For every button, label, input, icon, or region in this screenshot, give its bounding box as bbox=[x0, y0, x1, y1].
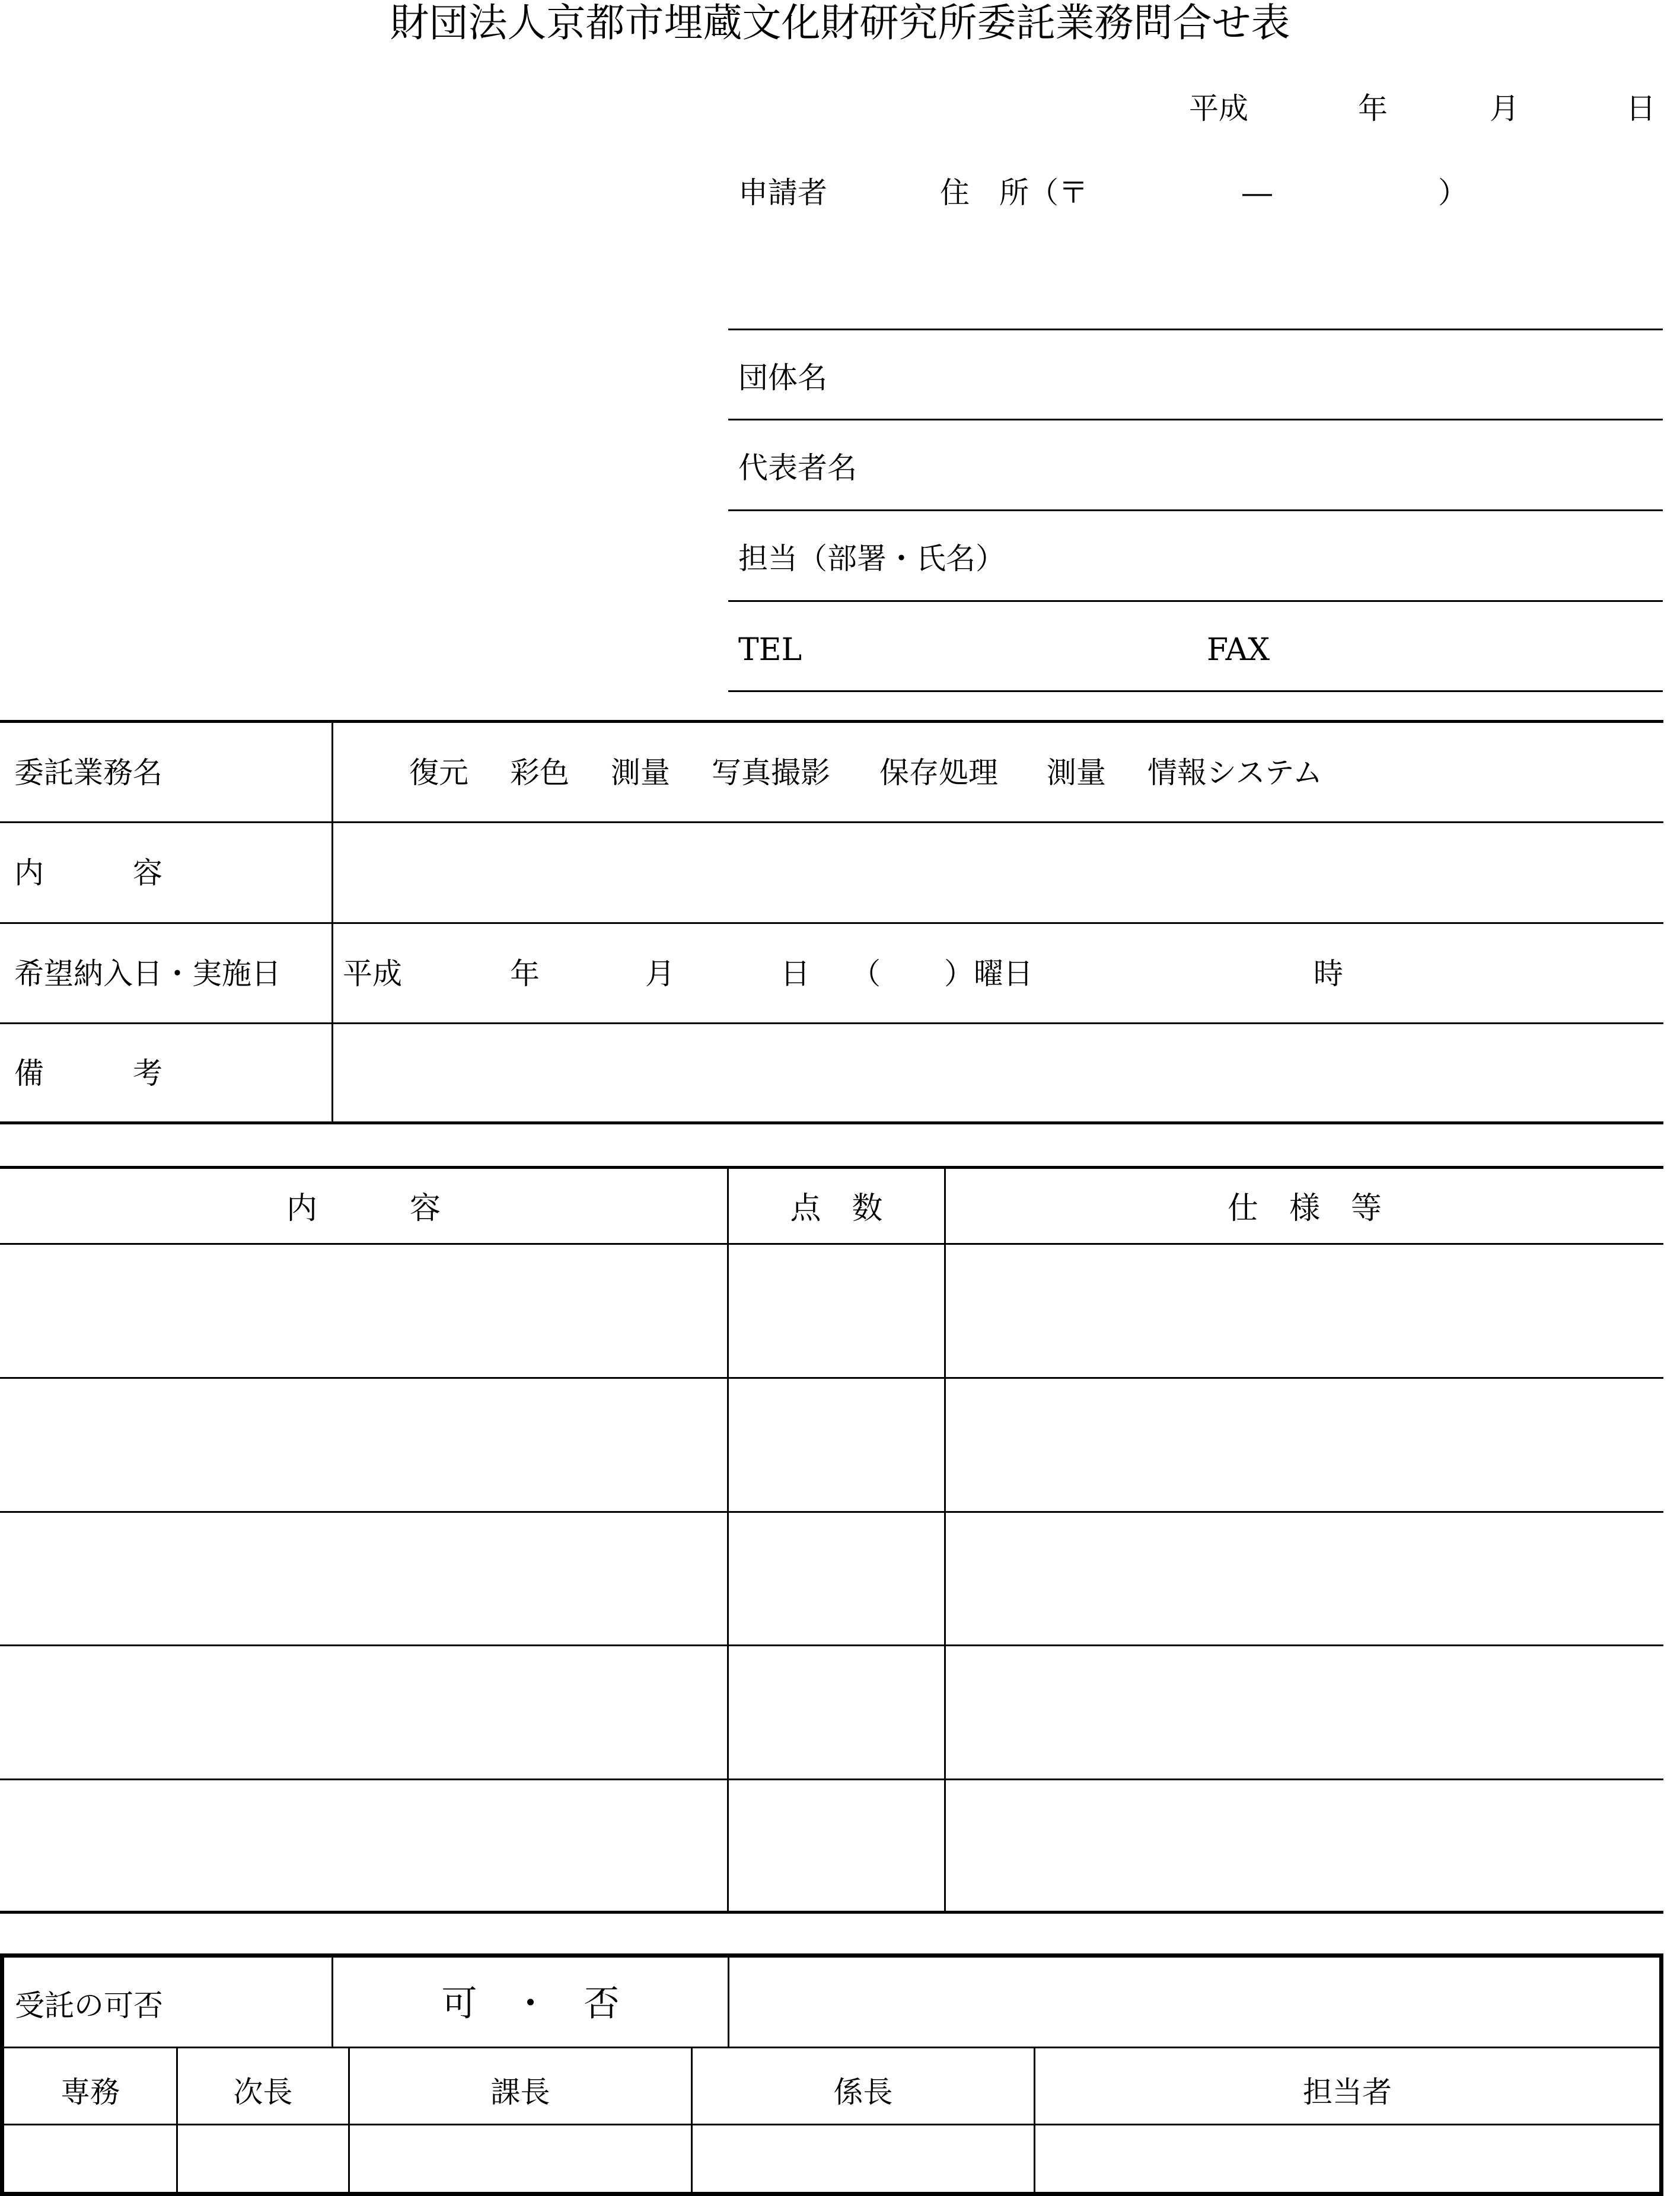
task-option-survey: 測量 bbox=[611, 756, 670, 790]
approval-box bbox=[0, 1953, 1663, 2196]
delivery-paren-open: （ bbox=[851, 957, 881, 991]
role-divider-4 bbox=[1034, 2048, 1035, 2192]
date-year: 年 bbox=[1358, 91, 1388, 126]
items-header-spec: 仕 様 等 bbox=[1227, 1191, 1382, 1226]
org-label: 団体名 bbox=[738, 361, 827, 395]
task-option-restoration: 復元 bbox=[409, 756, 468, 790]
fax-label: FAX bbox=[1207, 632, 1270, 668]
role-staff-in-charge: 担当者 bbox=[1303, 2075, 1392, 2109]
items-row-rule bbox=[0, 1377, 1663, 1379]
role-divider-2 bbox=[348, 2048, 350, 2192]
applicant-rule-3 bbox=[728, 509, 1663, 511]
delivery-month: 月 bbox=[645, 957, 675, 991]
items-row-rule bbox=[0, 1511, 1663, 1513]
remarks-label: 備 考 bbox=[14, 1056, 162, 1091]
accept-value: 可 ・ 否 bbox=[441, 1983, 620, 2025]
task-label: 委託業務名 bbox=[14, 756, 162, 790]
items-bottom-rule bbox=[0, 1911, 1663, 1914]
request-rule-1 bbox=[0, 821, 1663, 823]
content-label: 内 容 bbox=[14, 856, 162, 890]
rep-label: 代表者名 bbox=[738, 451, 857, 485]
applicant-rule-2 bbox=[728, 419, 1663, 420]
delivery-day: 日 bbox=[780, 957, 810, 991]
request-rule-3 bbox=[0, 1022, 1663, 1024]
delivery-hour: 時 bbox=[1314, 957, 1343, 991]
task-option-photography: 写真撮影 bbox=[712, 756, 830, 790]
delivery-year: 年 bbox=[510, 957, 540, 991]
request-top-rule bbox=[0, 720, 1663, 723]
items-row-rule bbox=[0, 1779, 1663, 1780]
items-col-divider-2 bbox=[944, 1169, 946, 1911]
items-header-count: 点 数 bbox=[790, 1191, 883, 1226]
task-option-conservation: 保存処理 bbox=[879, 756, 998, 790]
items-header-rule bbox=[0, 1243, 1663, 1245]
role-divider-1 bbox=[176, 2048, 178, 2192]
delivery-era: 平成 bbox=[343, 957, 402, 991]
contact-label: 担当（部署・氏名） bbox=[738, 541, 1005, 576]
role-divider-3 bbox=[691, 2048, 693, 2192]
items-col-divider-1 bbox=[727, 1169, 729, 1911]
approval-rule-2 bbox=[4, 2124, 1659, 2125]
role-executive-director: 専務 bbox=[60, 2075, 120, 2109]
date-day: 日 bbox=[1626, 91, 1656, 126]
applicant-label: 申請者 bbox=[738, 176, 827, 210]
delivery-weekday: ）曜日 bbox=[944, 957, 1033, 991]
date-month: 月 bbox=[1490, 91, 1519, 126]
request-bottom-rule bbox=[0, 1121, 1663, 1124]
approval-rule-1 bbox=[4, 2047, 1659, 2048]
applicant-rule-5 bbox=[728, 690, 1663, 692]
accept-divider-2 bbox=[728, 1958, 729, 2047]
task-option-info-system: 情報システム bbox=[1147, 756, 1322, 790]
task-option-coloring: 彩色 bbox=[510, 756, 569, 790]
tel-label: TEL bbox=[738, 632, 802, 668]
role-deputy-director: 次長 bbox=[233, 2075, 293, 2109]
applicant-rule-1 bbox=[728, 329, 1663, 330]
role-section-chief: 課長 bbox=[490, 2075, 550, 2109]
items-row-rule bbox=[0, 1644, 1663, 1646]
address-label: 住 所（〒 bbox=[940, 176, 1088, 210]
page-title: 財団法人京都市埋蔵文化財研究所委託業務問合せ表 bbox=[390, 0, 1290, 46]
address-close: ） bbox=[1438, 176, 1468, 210]
request-rule-2 bbox=[0, 922, 1663, 924]
items-top-rule bbox=[0, 1166, 1663, 1169]
task-option-survey-2: 測量 bbox=[1047, 756, 1106, 790]
items-header-content: 内 容 bbox=[286, 1191, 441, 1226]
date-era: 平成 bbox=[1189, 91, 1248, 126]
delivery-label: 希望納入日・実施日 bbox=[14, 957, 281, 991]
role-subsection-chief: 係長 bbox=[833, 2075, 893, 2109]
accept-label: 受託の可否 bbox=[15, 1988, 163, 2023]
applicant-rule-4 bbox=[728, 600, 1663, 602]
address-dash: ― bbox=[1242, 176, 1272, 210]
